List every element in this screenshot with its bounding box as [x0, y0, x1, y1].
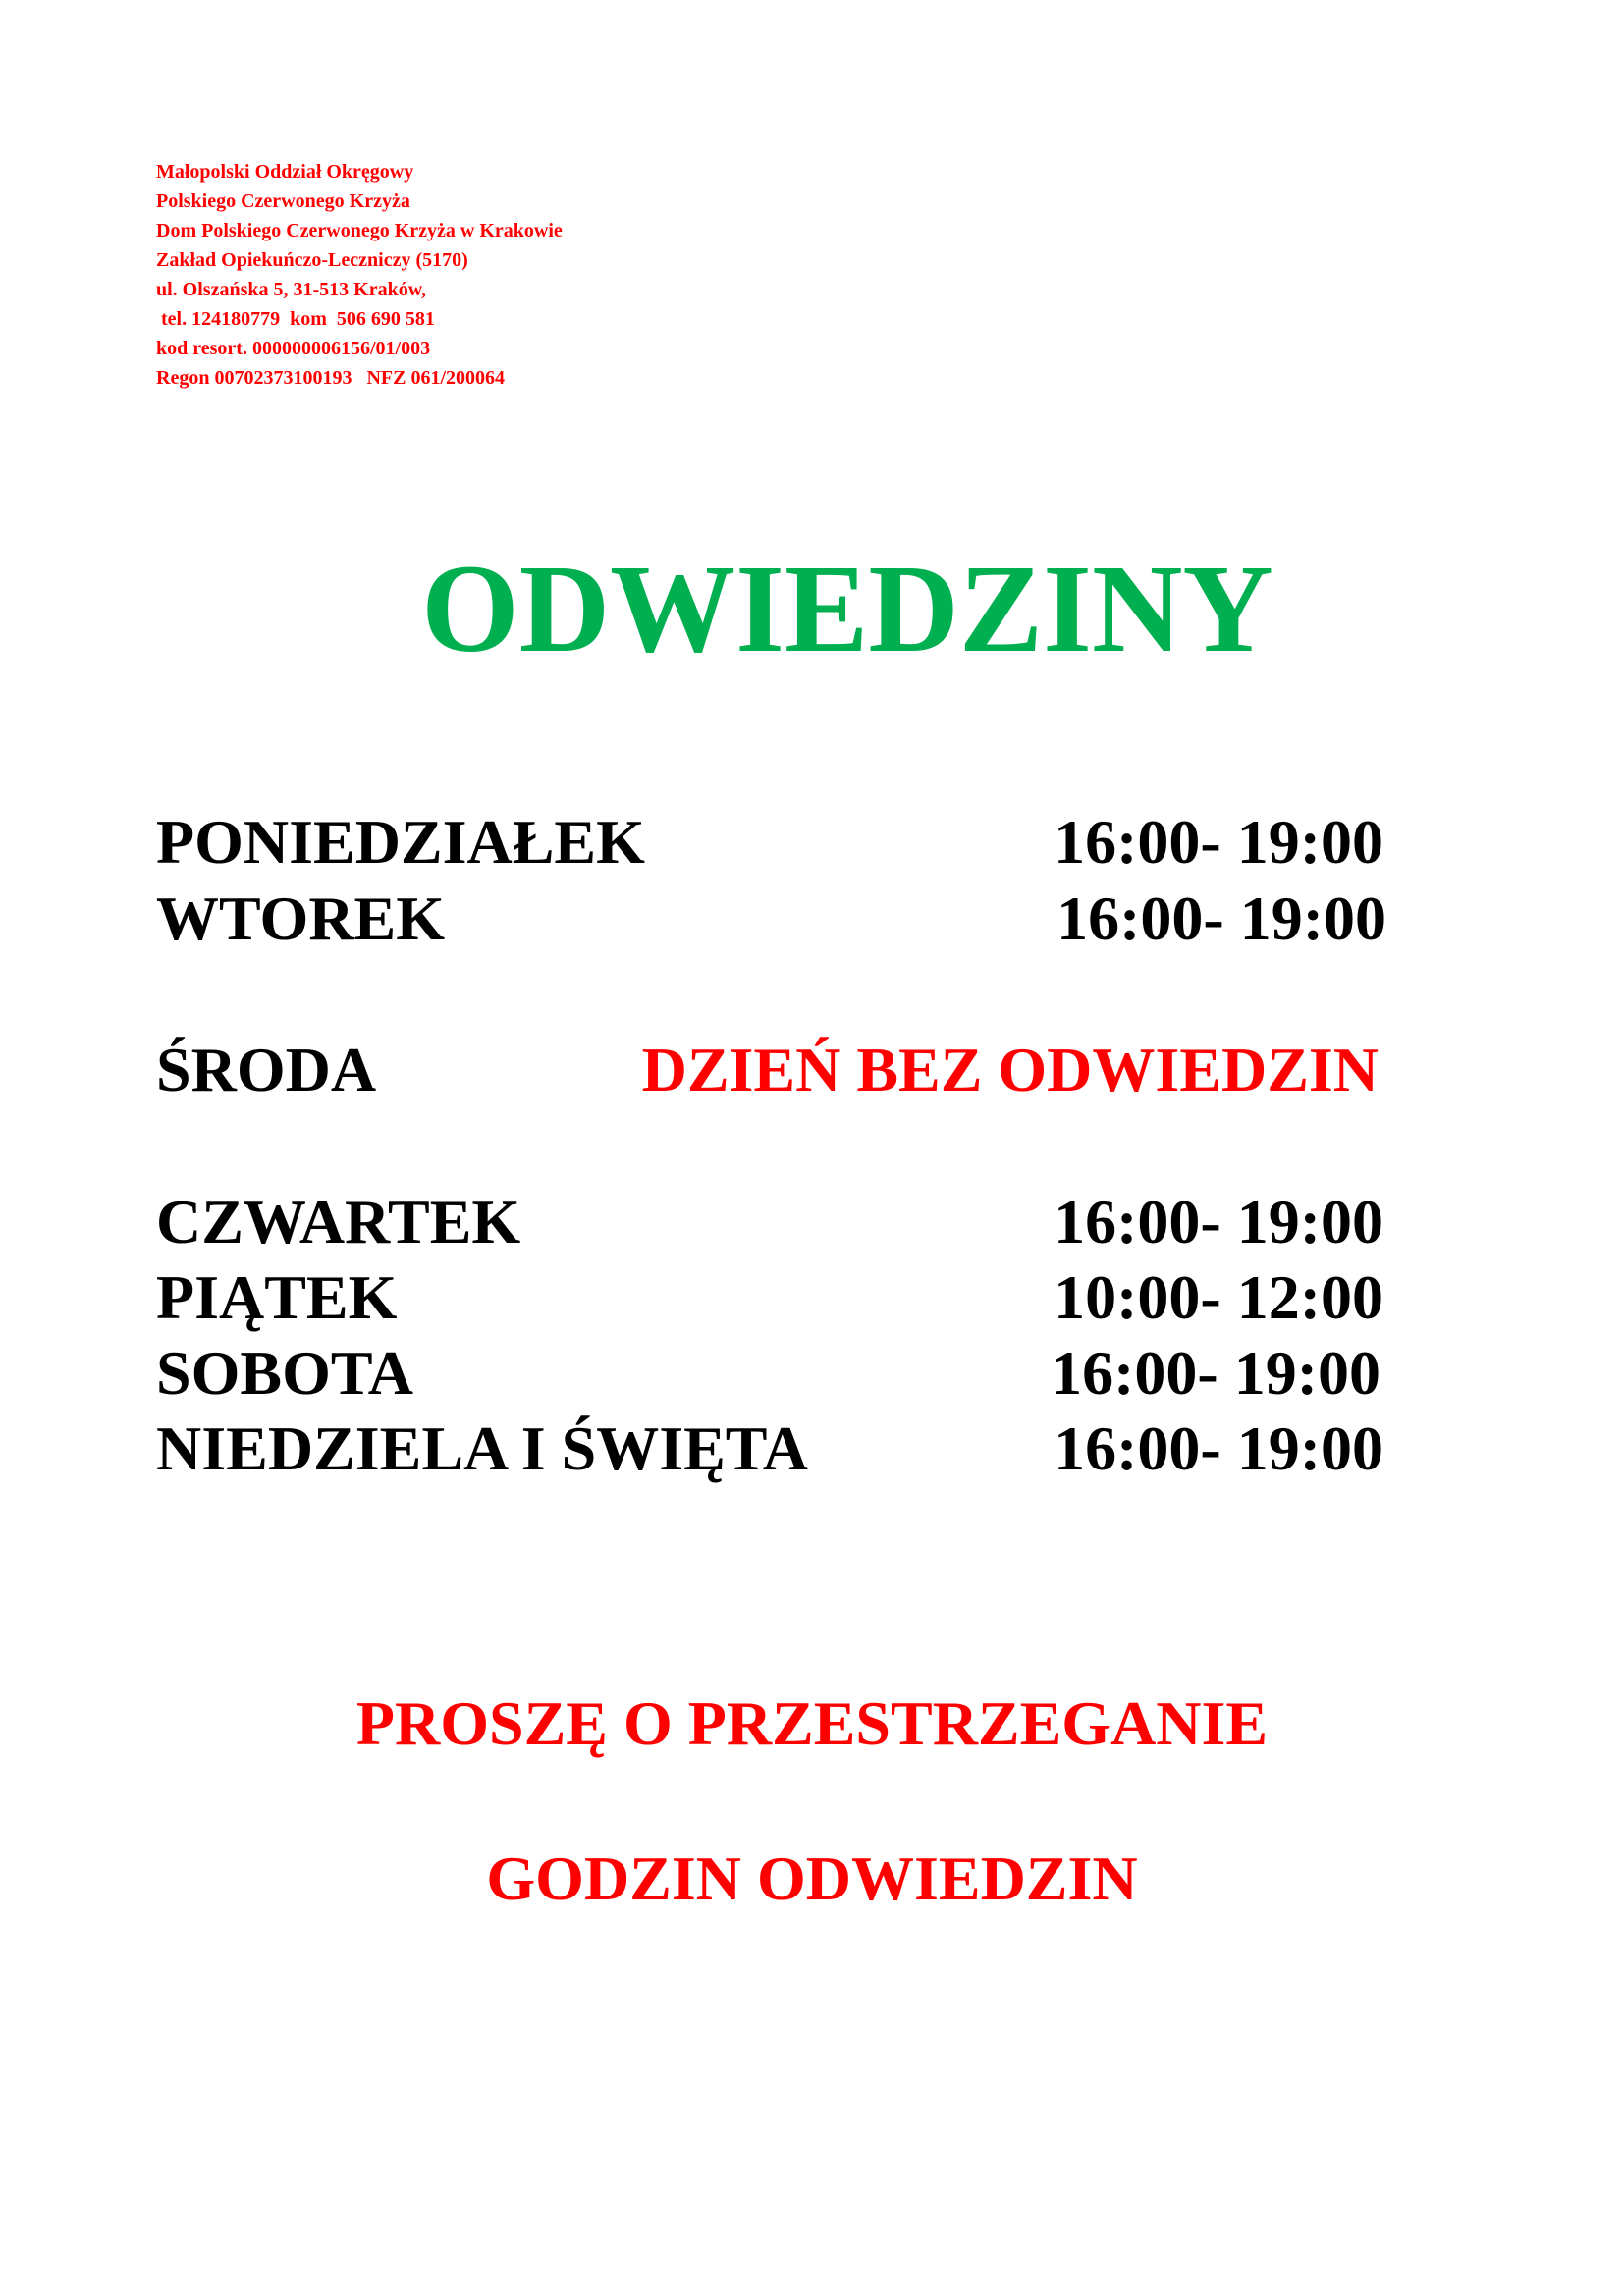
schedule-hours: 16:00- 19:00	[1054, 807, 1383, 877]
schedule-hours: 16:00- 19:00	[1056, 883, 1386, 953]
notice-line-2: GODZIN ODWIEDZIN	[486, 1843, 1138, 1913]
schedule-row-friday	[156, 1258, 1383, 1337]
schedule-row-sunday-holidays	[156, 1410, 1383, 1488]
schedule-hours: 16:00- 19:00	[1054, 1187, 1383, 1256]
header-line: Małopolski Oddział Okręgowy	[156, 161, 414, 183]
schedule-hours: 16:00- 19:00	[1054, 1414, 1383, 1483]
header-line: Polskiego Czerwonego Krzyża	[156, 190, 410, 212]
schedule-day: NIEDZIELA I ŚWIĘTA	[156, 1414, 808, 1483]
institution-header	[156, 157, 563, 393]
schedule-hours: 10:00- 12:00	[1054, 1262, 1383, 1332]
schedule-hours: 16:00- 19:00	[1051, 1338, 1380, 1408]
schedule-row-saturday	[156, 1334, 1383, 1413]
schedule-row-thursday	[156, 1183, 1383, 1261]
schedule-day: SOBOTA	[156, 1338, 413, 1408]
header-line: Regon 00702373100193 NFZ 061/200064	[156, 367, 505, 389]
header-line: Dom Polskiego Czerwonego Krzyża w Krakowie	[156, 220, 563, 241]
schedule-day: PONIEDZIAŁEK	[156, 807, 645, 877]
header-line: ul. Olszańska 5, 31-513 Kraków,	[156, 279, 427, 300]
header-line: Zakład Opiekuńczo-Leczniczy (5170)	[156, 249, 468, 271]
schedule-day: PIĄTEK	[156, 1262, 398, 1332]
schedule-day: CZWARTEK	[156, 1187, 521, 1256]
schedule-row-wednesday	[156, 1031, 1383, 1109]
header-line: tel. 124180779 kom 506 690 581	[156, 308, 435, 330]
schedule-day: ŚRODA	[156, 1035, 377, 1104]
schedule-row-tuesday	[156, 880, 1386, 958]
page-title: ODWIEDZINY	[421, 539, 1273, 678]
notice-line-1: PROSZĘ O PRZESTRZEGANIE	[355, 1688, 1269, 1758]
schedule-row-monday	[156, 803, 1383, 881]
header-line: kod resort. 000000006156/01/003	[156, 338, 431, 359]
no-visit-notice: DZIEŃ BEZ ODWIEDZIN	[641, 1035, 1379, 1104]
schedule-day: WTOREK	[156, 883, 445, 953]
